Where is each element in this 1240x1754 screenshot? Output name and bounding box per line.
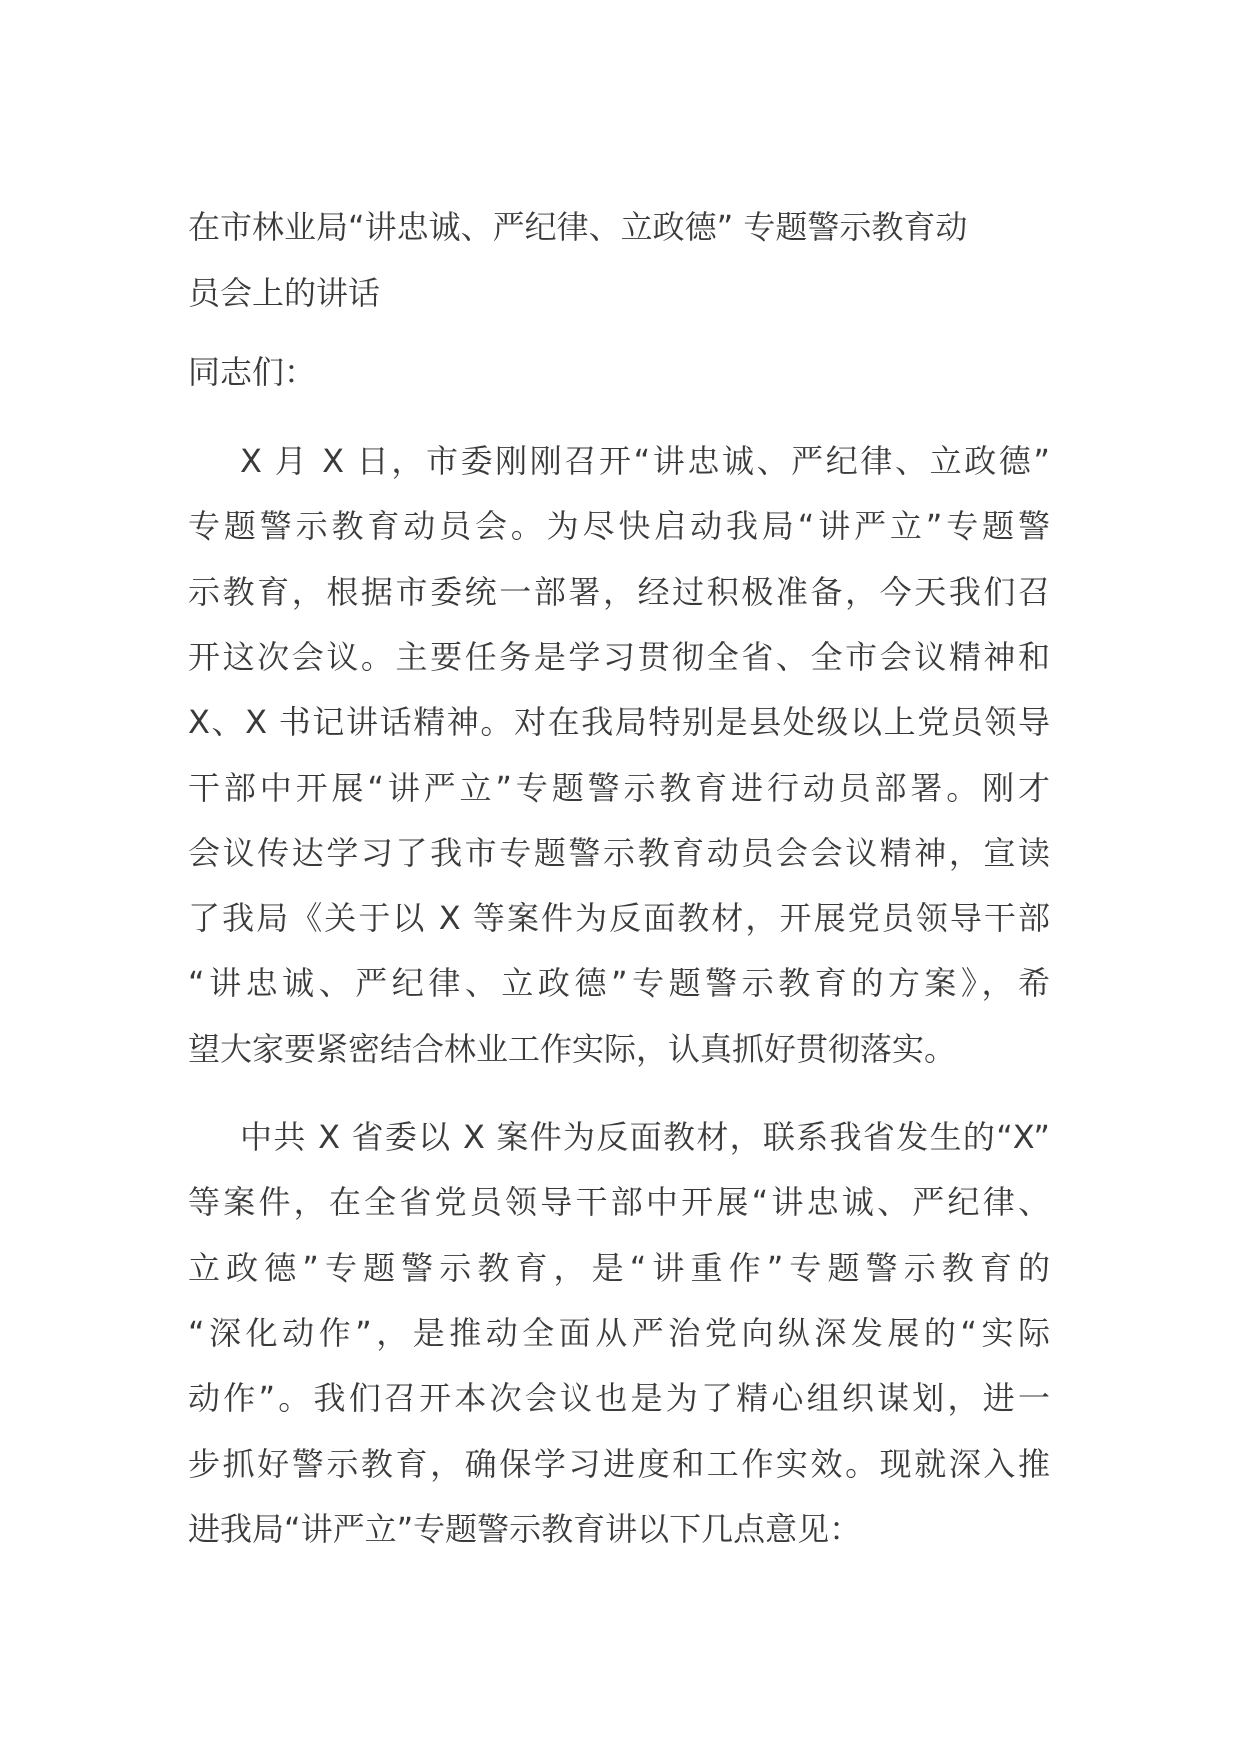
document-title-line-1: 在市林业局“讲忠诚、严纪律、立政德” 专题警示教育动 xyxy=(188,208,968,246)
paragraph-line: 示教育，根据市委统一部署，经过积极准备，今天我们召 xyxy=(188,572,1050,611)
paragraph-line: 专题警示教育动员会。为尽快启动我局“讲严立”专题警 xyxy=(188,507,1050,546)
paragraph-line: 干部中开展“讲严立”专题警示教育进行动员部署。刚才 xyxy=(188,768,1050,807)
paragraph-line: 立政德”专题警示教育，是“讲重作”专题警示教育的 xyxy=(188,1248,1050,1287)
paragraph-line: 动作”。我们召开本次会议也是为了精心组织谋划，进一 xyxy=(188,1379,1050,1418)
paragraph-line: “讲忠诚、严纪律、立政德”专题警示教育的方案》，希 xyxy=(188,964,1050,1003)
paragraph-line: 望大家要紧密结合林业工作实际，认真抓好贯彻落实。 xyxy=(188,1029,957,1068)
paragraph-line: X 月 X 日，市委刚刚召开“讲忠诚、严纪律、立政德” xyxy=(240,442,1050,480)
paragraph-line: “深化动作”，是推动全面从严治党向纵深发展的“实际 xyxy=(188,1313,1050,1352)
document-title-line-2: 员会上的讲话 xyxy=(188,274,381,312)
paragraph-line: 会议传达学习了我市专题警示教育动员会会议精神，宣读 xyxy=(188,833,1050,872)
paragraph-line: 步抓好警示教育，确保学习进度和工作实效。现就深入推 xyxy=(188,1444,1050,1483)
paragraph-line: 等案件，在全省党员领导干部中开展“讲忠诚、严纪律、 xyxy=(188,1183,1050,1222)
paragraph-line: 开这次会议。主要任务是学习贯彻全省、全市会议精神和 xyxy=(188,637,1050,676)
paragraph-line: 进我局“讲严立”专题警示教育讲以下几点意见： xyxy=(188,1509,862,1548)
paragraph-line: 中共 X 省委以 X 案件为反面教材，联系我省发生的“X” xyxy=(240,1118,1050,1156)
salutation: 同志们： xyxy=(188,353,317,391)
paragraph-line: 了我局《关于以 X 等案件为反面教材，开展党员领导干部 xyxy=(188,899,1050,938)
paragraph-line: X、X 书记讲话精神。对在我局特别是县处级以上党员领导 xyxy=(188,703,1050,742)
